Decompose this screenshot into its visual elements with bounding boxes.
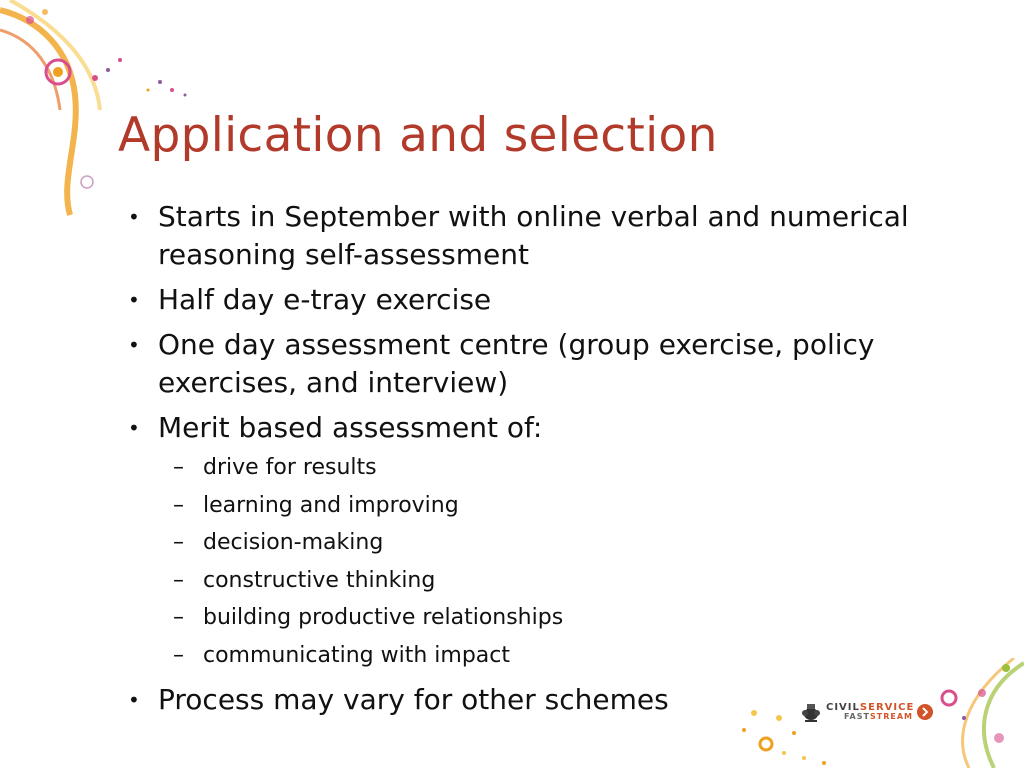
sub-bullet-text: building productive relationships [203,605,564,630]
bullet-text: Starts in September with online verbal and numerical reasoning self-assessment [158,200,909,271]
slide-title: Application and selection [118,108,718,163]
sub-bullet-marker: – [173,605,184,630]
sub-bullet-text: constructive thinking [203,567,436,593]
arrow-right-icon [917,704,933,720]
bullet-text: Process may vary for other schemes [158,683,669,716]
sub-bullet-item [158,487,928,525]
sub-bullet-marker: – [173,567,184,593]
logo-service: SERVICE [859,702,915,713]
bullet-marker: • [128,416,140,440]
bullet-list [128,198,928,719]
sub-bullet-item [158,524,928,562]
sub-bullet-item [158,637,928,675]
sub-bullet-item [158,562,928,600]
sub-bullet-text: drive for results [203,455,377,480]
logo-stream: STREAM [869,712,913,721]
bullet-item [128,326,928,402]
bullet-text: Half day e-tray exercise [158,283,492,316]
slide-content [128,198,928,726]
bullet-item [128,281,928,319]
logo-text [826,703,914,721]
logo-civil: CIVIL [826,702,860,713]
bullet-marker: • [128,688,140,712]
bullet-marker: • [128,205,140,229]
sub-bullet-marker: – [173,492,184,518]
bullet-text: One day assessment centre (group exercise, policy exercises, and interview) [158,328,875,399]
bullet-item [128,198,928,274]
civil-service-fast-stream-logo [800,700,933,724]
sub-bullet-marker: – [173,642,184,668]
logo-fast: FAST [844,712,870,721]
sub-bullet-marker: – [173,530,184,555]
bullet-marker: • [128,333,140,357]
sub-bullet-list [158,449,928,674]
bullet-text: Merit based assessment of: [158,411,543,444]
sub-bullet-text: learning and improving [203,492,459,518]
sub-bullet-item [158,599,928,637]
royal-crest-icon [800,701,822,723]
sub-bullet-text: communicating with impact [203,642,511,668]
bullet-marker: • [128,288,140,312]
sub-bullet-marker: – [173,455,184,480]
bullet-item [128,409,928,674]
sub-bullet-text: decision-making [203,530,384,555]
sub-bullet-item [158,449,928,487]
